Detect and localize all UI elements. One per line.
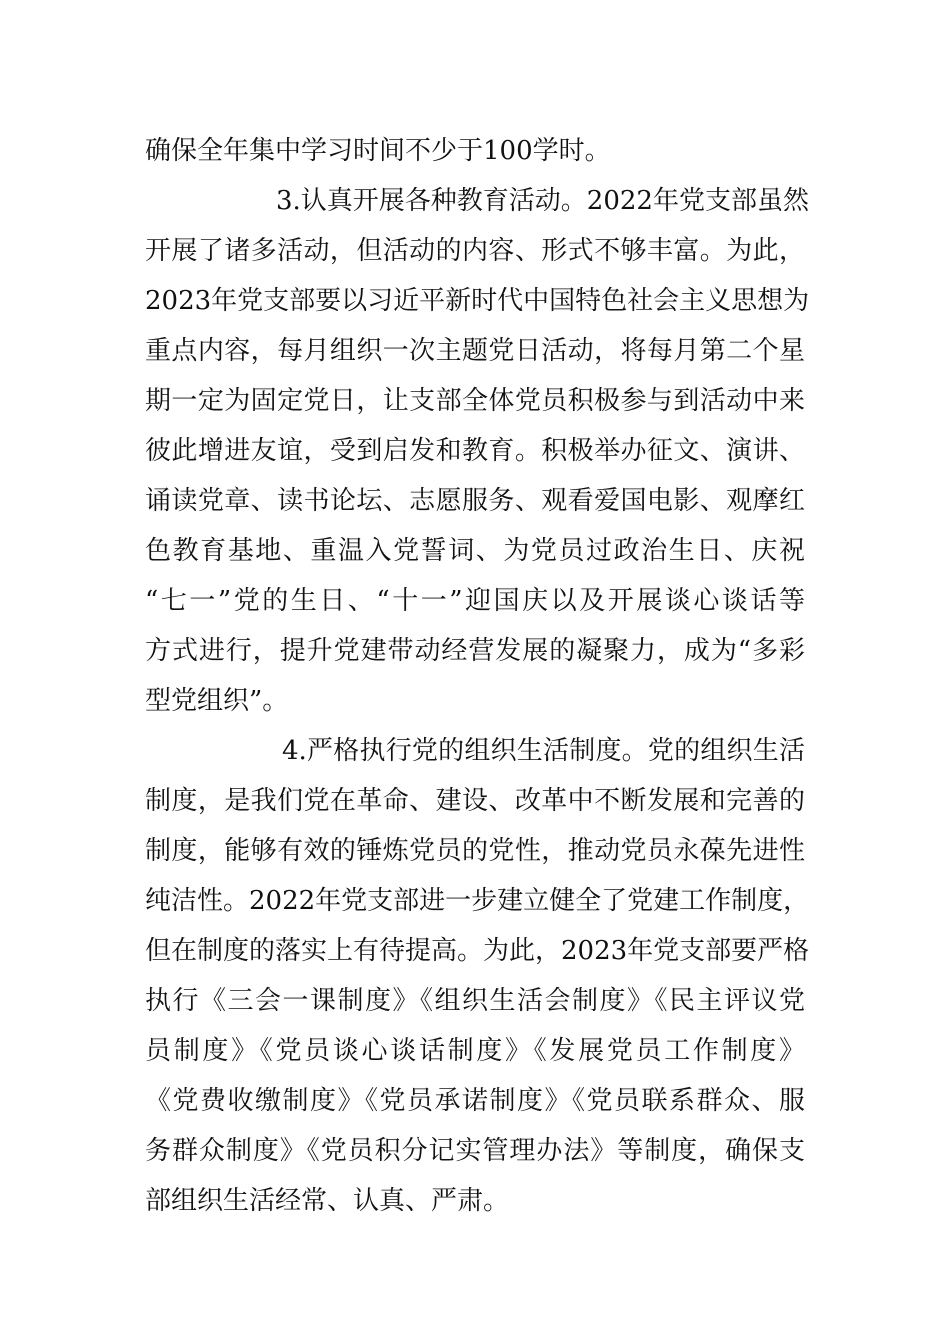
text-line: 部组织生活经常、认真、严肃。: [145, 1186, 510, 1216]
text-line: 型党组织”。: [145, 686, 289, 716]
section-3-heading-line: 3.认真开展各种教育活动。2022年党支部虽然: [276, 186, 809, 216]
text-line: 诵读党章、读书论坛、志愿服务、观看爱国电影、观摩红: [145, 486, 805, 516]
text-line: 彼此增进友谊，受到启发和教育。积极举办征文、演讲、: [145, 436, 805, 466]
text-line: 执行《三会一课制度》《组织生活会制度》《民主评议党: [145, 986, 805, 1016]
section-4-heading-line: 4.严格执行党的组织生活制度。党的组织生活: [282, 736, 805, 766]
text-line: 2023年党支部要以习近平新时代中国特色社会主义思想为: [145, 286, 810, 316]
text-line: 开展了诸多活动，但活动的内容、形式不够丰富。为此，: [145, 236, 805, 266]
text-line: 重点内容，每月组织一次主题党日活动，将每月第二个星: [145, 336, 805, 366]
text-line: 但在制度的落实上有待提高。为此，2023年党支部要严格: [145, 936, 810, 966]
text-line: 务群众制度》《党员积分记实管理办法》等制度，确保支: [145, 1136, 805, 1166]
text-line: 方式进行，提升党建带动经营发展的凝聚力，成为“多彩: [145, 636, 805, 666]
text-line: 制度，是我们党在革命、建设、改革中不断发展和完善的: [145, 786, 805, 816]
text-line: 制度，能够有效的锤炼党员的党性，推动党员永葆先进性: [145, 836, 805, 866]
text-line: 员制度》《党员谈心谈话制度》《发展党员工作制度》: [145, 1036, 805, 1066]
text-line: 期一定为固定党日，让支部全体党员积极参与到活动中来: [145, 386, 805, 416]
text-line: 确保全年集中学习时间不少于100学时。: [145, 136, 611, 166]
text-line: “七一”党的生日、“十一”迎国庆以及开展谈心谈话等: [145, 586, 805, 616]
text-line: 色教育基地、重温入党誓词、为党员过政治生日、庆祝: [145, 536, 805, 566]
text-line: 《党费收缴制度》《党员承诺制度》《党员联系群众、服: [145, 1086, 805, 1116]
text-line: 纯洁性。2022年党支部进一步建立健全了党建工作制度，: [145, 886, 810, 916]
